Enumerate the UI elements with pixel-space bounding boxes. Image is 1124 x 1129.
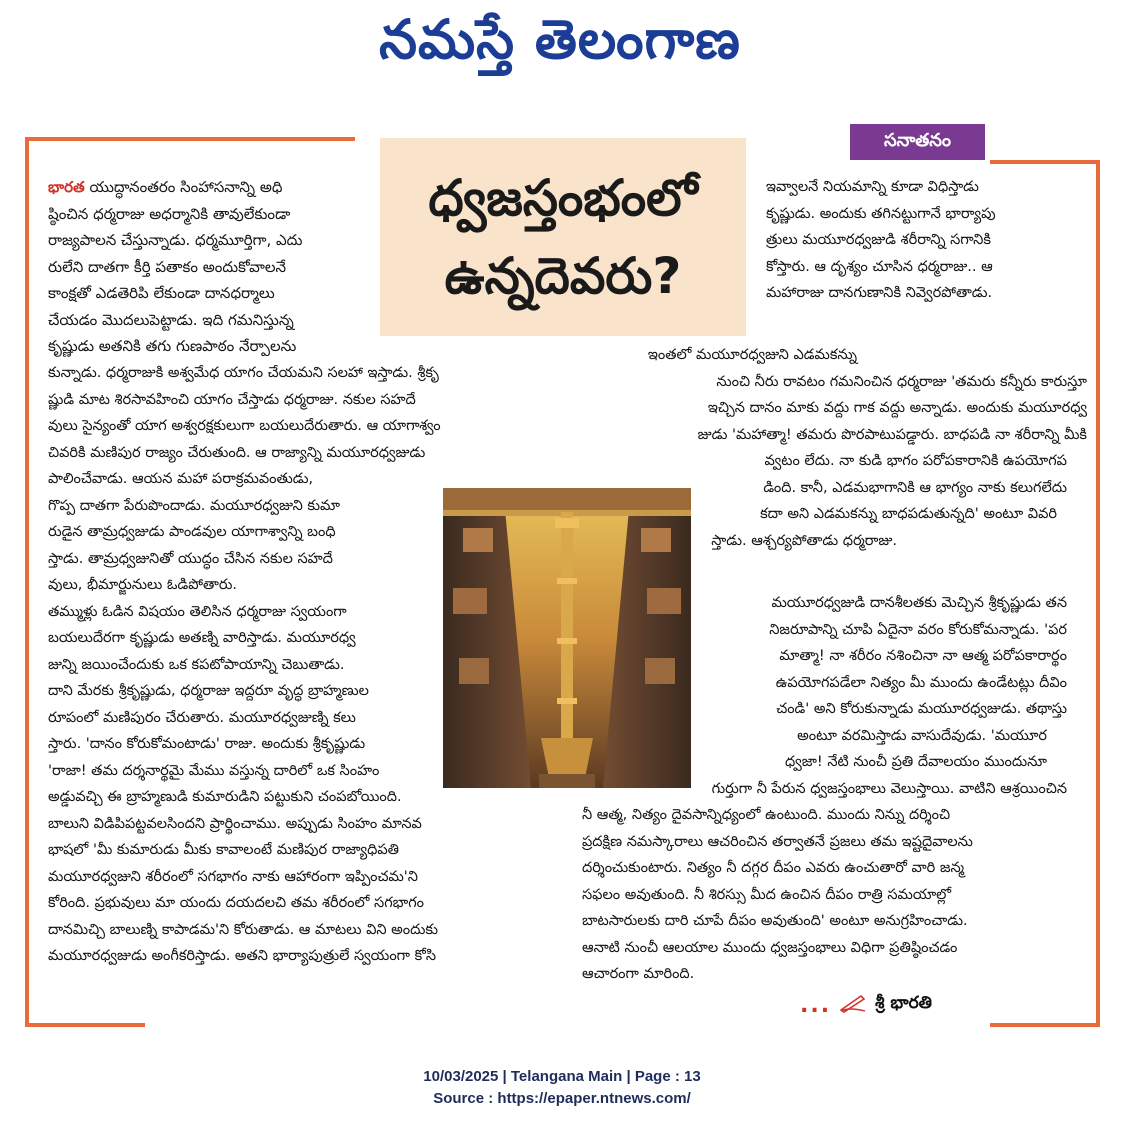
text-line: మయూరధ్వజుడి దానశీలతకు మెచ్చిన శ్రీకృష్ణుడు తన xyxy=(771,595,1067,611)
frame-left-bottom-border xyxy=(25,1023,145,1027)
text-line: స్తాడు. తామ్రధ్వజునితో యుద్ధం చేసిన నకుల సహదే xyxy=(48,550,333,567)
source-line: Source : https://epaper.ntnews.com/ xyxy=(433,1090,691,1107)
text-line: కోస్తారు. ఆ దృశ్యం చూసిన ధర్మరాజు.. ఆ xyxy=(766,258,993,275)
text-line: ఆచారంగా మారింది. xyxy=(582,966,695,982)
frame-right-border xyxy=(1096,160,1100,1027)
page-footer xyxy=(0,1066,1124,1110)
right-column-top xyxy=(766,174,1086,307)
text-line: అడ్డువచ్చి ఈ బ్రాహ్మణుడి కుమారుడిని పట్టుకుని చంపబోయింది. xyxy=(48,789,402,805)
text-line: రూపంలో మణిపురం చేరుతారు. మయూరధ్వజుణ్ని కలు xyxy=(48,709,356,726)
text-line: చండి' అని కోరుకున్నాడు మయూరధ్వజుడు. తథాస్తు xyxy=(776,701,1067,717)
text-line: బయలుదేరగా కృష్ణుడు అతణ్ని వారిస్తాడు. మయూరధ్వ xyxy=(48,630,356,646)
wide-lines-block xyxy=(48,360,568,466)
text-line: ప్రదక్షిణ నమస్కారాలు ఆచరించిన తర్వాతనే ప్రజలు తమ ఇష్టదైవాలను xyxy=(582,833,973,850)
text-line: ష్ణుడి మాట శిరసావహించి యాగం చేస్తాడు ధర్మరాజు. నకుల సహదే xyxy=(48,391,416,408)
text-line: బాటసారులకు దారి చూపే దీపం అవుతుంది' అంటూ అనుగ్రహించాడు. xyxy=(582,913,968,929)
article-headline xyxy=(380,138,746,336)
byline xyxy=(800,990,980,1020)
text-line: ఇచ్చిన దానం మాకు వద్దు గాక వద్దు అన్నాడు. అందుకు మయూరధ్వ xyxy=(707,400,1087,416)
text-line: భాషలో 'మీ కుమారుడు మీకు కావాలంటే మణిపుర రాజ్యాధిపతి xyxy=(48,842,400,858)
text-line: రులేని దాతగా కీర్తి పతాకం అందుకోవాలనే xyxy=(48,257,286,276)
text-line: భారత యుద్ధానంతరం సింహాసనాన్ని అధి xyxy=(48,178,283,196)
text-line: వ్వటం లేదు. నా కుడి భాగం పరోపకారానికి ఉపయోగప xyxy=(764,453,1067,469)
text-line: కోరింది. ప్రభువులు మా యందు దయదలచి తమ శరీరంలో సగభాగం xyxy=(48,895,425,911)
text-line: వులు సైన్యంతో యాగ అశ్వరక్షకులుగా బయలుదేరుతారు. ఆ యాగాశ్వం xyxy=(48,418,441,434)
headline-line-2: ఉన్నదెవరు? xyxy=(444,247,682,305)
text-line: పాలించేవాడు. ఆయన మహా పరాక్రమవంతుడు, xyxy=(48,471,314,487)
text-line: ఇంతలో మయూరధ్వజుని ఎడమకన్ను xyxy=(647,347,857,363)
text-line: మాత్మా! నా శరీరం నశించినా నా ఆత్మ పరోపకారార్థం xyxy=(779,648,1067,664)
text-line: దానమిచ్చి బాలుణ్ని కాపాడమ'ని కోరుతాడు. ఆ మాటలు విని అందుకు xyxy=(48,921,438,938)
text-line: బాలుని విడిపిపట్టవలసిందని ప్రార్థించాము. అప్పుడు సింహం మానవ xyxy=(48,815,422,832)
text-line: నీ ఆత్మ, నిత్యం దైవసాన్నిధ్యంలో ఉంటుంది. ముందు నిన్ను దర్శించి xyxy=(582,807,951,823)
text-line: కదా అని ఎడమకన్ను బాధపడుతున్నది' అంటూ వివరి xyxy=(760,506,1057,522)
text-line: కున్నాడు. ధర్మరాజుకి అశ్వమేధ యాగం చేయమని సలహా ఇస్తాడు. శ్రీకృ xyxy=(48,365,439,381)
text-line: జున్ని జయించేందుకు ఒక కపటోపాయాన్ని చెబుతాడు. xyxy=(48,656,345,673)
text-line: ష్ఠించిన ధర్మరాజు అధర్మానికి తావులేకుండా xyxy=(48,204,291,223)
text-line: సఫలం అవుతుంది. నీ శిరస్సు మీద ఉంచిన దీపం రాత్రి సమయాల్లో xyxy=(582,886,952,903)
text-line: దర్శించుకుంటారు. నిత్యం నీ దగ్గర దీపం ఎవరు ఉంచుతారో వారి జన్మ xyxy=(582,860,965,876)
frame-right-bottom-border xyxy=(990,1023,1100,1027)
byline-dots: ... xyxy=(800,992,832,1018)
text-line: ఉపయోగపడేలా నిత్యం మీ ముందు ఉండేటట్లు దీవిం xyxy=(775,674,1067,691)
text-line: స్తాడు. ఆశ్చర్యపోతాడు ధర్మరాజు. xyxy=(711,532,897,549)
text-line: 'రాజా! తమ దర్శనార్థమై మేము వస్తున్న దారిలో ఒక సింహం xyxy=(48,762,380,779)
lead-word: భారత xyxy=(48,178,85,196)
text-line: స్తారు. 'దానం కోరుకోమంటాడు' రాజు. అందుకు శ్రీకృష్ణుడు xyxy=(48,736,366,752)
section-tag: సనాతనం xyxy=(850,124,985,160)
text-line: డింది. కానీ, ఎడమభాగానికి ఆ భాగ్యం నాకు కలుగలేదు xyxy=(763,479,1067,496)
text-line: చేయడం మొదలుపెట్టాడు. ఇది గమనిస్తున్న xyxy=(48,310,294,329)
text-line: జుడు 'మహాత్మా! తమరు పొరపాటుపడ్డారు. బాధపడి నా శరీరాన్ని మీకి xyxy=(697,426,1087,443)
text-line: అంటూ వరమిస్తాడు వాసుదేవుడు. 'మయూర xyxy=(797,727,1047,744)
headline-line-1: ధ్వజస్తంభంలో xyxy=(428,169,698,227)
text-line: వులు, భీమార్జునులు ఓడిపోతారు. xyxy=(48,577,238,593)
right-column-mid xyxy=(582,342,1087,554)
pen-icon xyxy=(839,993,867,1017)
text-line: నుంచి నీరు రావటం గమనించిన ధర్మరాజు 'తమరు కన్నీరు కారుస్తూ xyxy=(716,373,1087,390)
text-line: ధ్వజా! నేటి నుంచీ ప్రతి దేవాలయం ముందునూ xyxy=(784,754,1047,770)
text-line: ఆనాటి నుంచీ ఆలయాల ముందు ధ్వజస్తంభాలు విధిగా ప్రతిష్ఠించడం xyxy=(582,939,958,956)
text-line: త్రులు మయూరధ్వజుడి శరీరాన్ని సగానికి xyxy=(766,232,991,248)
right-column-low xyxy=(582,590,1087,988)
masthead-title: నమస్తే తెలంగాణ xyxy=(379,8,741,71)
text-line: ఇవ్వాలనే నియమాన్ని కూడా విధిస్తాడు xyxy=(766,179,979,195)
left-column-top xyxy=(48,174,378,360)
text-line: చివరికి మణిపుర రాజ్యం చేరుతుంది. ఆ రాజ్యాన్ని మయూరధ్వజుడు xyxy=(48,444,426,461)
frame-right-top-border xyxy=(990,160,1100,164)
text-line: దాని మేరకు శ్రీకృష్ణుడు, ధర్మరాజు ఇద్దరూ వృద్ధ బ్రాహ్మణుల xyxy=(48,683,369,699)
text-line: గొప్ప దాతగా పేరుపొందాడు. మయూరధ్వజుని కుమా xyxy=(48,497,340,514)
text-line: మహారాజు దానగుణానికి నివ్వెరపోతాడు. xyxy=(766,285,993,301)
text-line: రాజ్యపాలన చేస్తున్నాడు. ధర్మమూర్తిగా, ఎదు xyxy=(48,231,303,249)
text-line: గుర్తుగా నీ పేరున ధ్వజస్తంభాలు వెలుస్తాయి. వాటిని ఆశ్రయించిన xyxy=(711,780,1067,797)
text-line: కాంక్షతో ఎడతెరిపి లేకుండా దానధర్మాలు xyxy=(48,284,275,302)
text-line: తమ్ముళ్లు ఓడిన విషయం తెలిసిన ధర్మరాజు స్వయంగా xyxy=(48,603,347,620)
frame-left-border xyxy=(25,137,29,1027)
text-line: మయూరధ్వజుడు అంగీకరిస్తాడు. అతని భార్యాపుత్రులే స్వయంగా కోసి xyxy=(48,948,437,964)
text-line: రుడైన తామ్రధ్వజుడు పాండవుల యాగాశ్వాన్ని బంధి xyxy=(48,524,336,540)
author-name: శ్రీ భారతి xyxy=(875,993,932,1013)
text-line: కృష్ణుడు. అందుకు తగినట్టుగానే భార్యాపు xyxy=(766,205,996,222)
text-line: కృష్ణుడు అతనికి తగు గుణపాఠం నేర్పాలను xyxy=(48,337,297,355)
frame-left-top-border xyxy=(25,137,355,141)
edition-line: 10/03/2025 | Telangana Main | Page : 13 xyxy=(423,1068,701,1085)
text-line: నిజరూపాన్ని చూపి ఏదైనా వరం కోరుకోమన్నాడు. 'పర xyxy=(769,621,1067,638)
text-line: మయూరధ్వజుని శరీరంలో సగభాగం నాకు ఆహారంగా ఇప్పించమ'ని xyxy=(48,868,418,885)
